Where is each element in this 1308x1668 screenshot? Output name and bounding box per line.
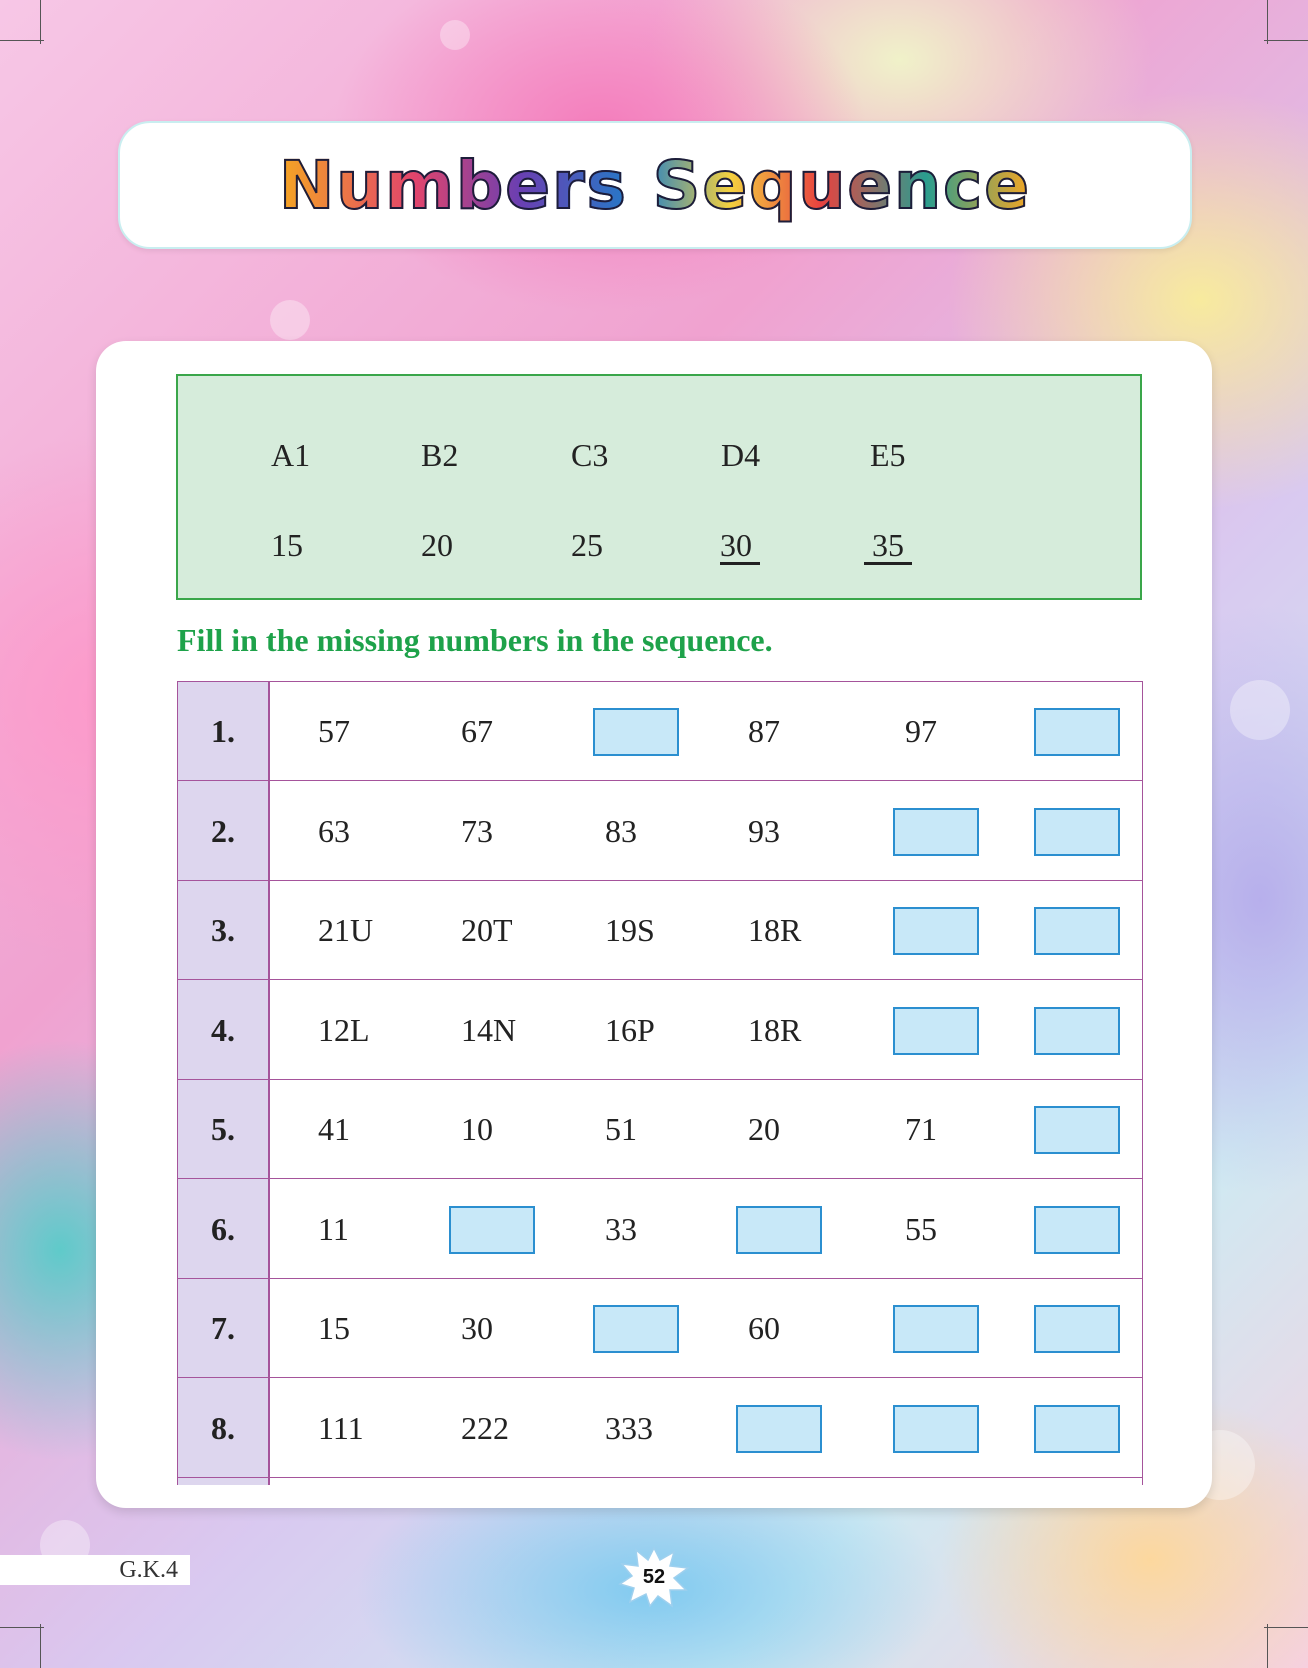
- example-letters-row: [178, 437, 1140, 477]
- sequence-value: 19S: [605, 912, 655, 948]
- crop-mark: [1264, 1627, 1308, 1628]
- row-number: 1.: [211, 713, 235, 749]
- sequence-value: 55: [905, 1210, 937, 1247]
- answer-box[interactable]: [1034, 1007, 1120, 1055]
- sequence-value: 14N: [461, 1011, 517, 1048]
- table-row: [178, 881, 1142, 980]
- answer-box[interactable]: [893, 907, 979, 955]
- sequence-value: 16P: [605, 1011, 655, 1048]
- sequence-value: 57: [318, 713, 350, 749]
- sequence-value: 73: [461, 812, 493, 849]
- answer-box[interactable]: [1034, 1305, 1120, 1353]
- crop-mark: [1267, 1624, 1268, 1668]
- crop-mark: [0, 1627, 44, 1628]
- title-banner: [118, 121, 1192, 249]
- example-number: 15: [271, 527, 303, 563]
- bokeh-bubble: [270, 300, 310, 340]
- answer-box[interactable]: [1034, 808, 1120, 856]
- answer-box[interactable]: [1034, 1106, 1120, 1154]
- crop-mark: [40, 0, 41, 44]
- row-number: 8.: [211, 1409, 235, 1446]
- bokeh-bubble: [440, 20, 470, 50]
- table-row: [178, 682, 1142, 781]
- example-number: 25: [571, 527, 603, 563]
- answer-box[interactable]: [1034, 1206, 1120, 1254]
- example-letter: A1: [271, 437, 311, 473]
- example-numbers-row: [178, 527, 1140, 567]
- instruction-text: Fill in the missing numbers in the sequence.: [177, 622, 773, 658]
- sequence-value: 83: [605, 812, 637, 849]
- sequence-value: 87: [748, 713, 780, 749]
- sequence-value: 71: [905, 1111, 937, 1147]
- row-number: 2.: [211, 812, 235, 849]
- table-row: [178, 1080, 1142, 1179]
- row-number: 5.: [211, 1111, 235, 1147]
- row-number: 6.: [211, 1210, 235, 1247]
- answer-box[interactable]: [593, 708, 679, 756]
- table-row: [178, 782, 1142, 881]
- example-number: 20: [421, 527, 453, 563]
- sequence-value: 11: [318, 1210, 349, 1247]
- sequence-value: 20T: [461, 912, 513, 948]
- bokeh-bubble: [1230, 680, 1290, 740]
- answer-box[interactable]: [593, 1305, 679, 1353]
- answer-box[interactable]: [1034, 1405, 1120, 1453]
- table-row: [178, 1379, 1142, 1478]
- answer-box[interactable]: [893, 808, 979, 856]
- answer-box[interactable]: [893, 1007, 979, 1055]
- answer-box[interactable]: [449, 1206, 535, 1254]
- row-number: 7.: [211, 1310, 235, 1346]
- sequence-value: 222: [461, 1409, 509, 1446]
- example-box: [176, 374, 1142, 600]
- sequence-value: 51: [605, 1111, 637, 1147]
- table-row: [178, 1279, 1142, 1378]
- answer-box[interactable]: [1034, 907, 1120, 955]
- row-number: 3.: [211, 912, 235, 948]
- crop-mark: [0, 40, 44, 41]
- example-letter: E5: [870, 437, 906, 473]
- sequence-value: 67: [461, 713, 493, 749]
- example-letter: D4: [721, 437, 761, 473]
- table-row: [178, 1180, 1142, 1279]
- page-title: Numbers Sequence: [279, 146, 1031, 224]
- sequence-value: 15: [318, 1310, 350, 1346]
- sequence-value: 41: [318, 1111, 350, 1147]
- table-row: [178, 981, 1142, 1080]
- answer-box[interactable]: [893, 1405, 979, 1453]
- book-label: G.K.4: [0, 1555, 190, 1585]
- crop-mark: [40, 1624, 41, 1668]
- sequence-value: 63: [318, 812, 350, 849]
- sequence-value: 20: [748, 1111, 780, 1147]
- row-number: 4.: [211, 1011, 235, 1048]
- sequence-value: 18R: [748, 912, 802, 948]
- sequence-value: 33: [605, 1210, 637, 1247]
- answer-box[interactable]: [893, 1305, 979, 1353]
- crop-mark: [1264, 40, 1308, 41]
- sequence-value: 97: [905, 713, 937, 749]
- example-filled-answer: 30: [720, 527, 760, 563]
- sequence-value: 111: [318, 1409, 364, 1446]
- crop-mark: [1267, 0, 1268, 44]
- answer-box[interactable]: [1034, 708, 1120, 756]
- sequence-value: 93: [748, 812, 780, 849]
- example-letter: C3: [571, 437, 609, 473]
- page-number: 52: [642, 1566, 666, 1588]
- answer-box[interactable]: [736, 1405, 822, 1453]
- sequence-value: 60: [748, 1310, 780, 1346]
- sequence-value: 333: [605, 1409, 653, 1446]
- sequence-value: 30: [461, 1310, 493, 1346]
- sequence-value: 21U: [318, 912, 374, 948]
- example-letter: B2: [421, 437, 459, 473]
- sequence-value: 12L: [318, 1011, 370, 1048]
- example-filled-answer: 35: [864, 527, 912, 563]
- sequence-value: 18R: [748, 1011, 802, 1048]
- answer-box[interactable]: [736, 1206, 822, 1254]
- sequence-table: [177, 681, 1143, 1485]
- sequence-value: 10: [461, 1111, 493, 1147]
